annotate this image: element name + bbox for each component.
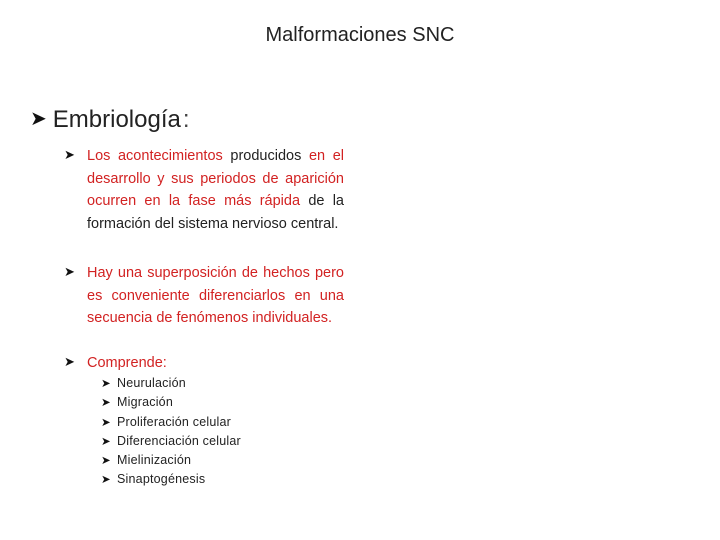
arrowhead-bullet-icon: ➤: [64, 265, 75, 280]
arrowhead-bullet-icon: ➤: [64, 355, 75, 370]
sub-list-item: [101, 374, 241, 393]
sub-list-item-label: Diferenciación celular: [117, 433, 241, 448]
sub-list-item-label: Neurulación: [117, 376, 186, 390]
bullet-item-2: [64, 262, 344, 330]
sub-list-item: [101, 470, 241, 489]
arrowhead-bullet-icon: ➤: [101, 395, 111, 410]
sub-list-item: [101, 413, 241, 432]
sub-list-item-label: Migración: [117, 395, 173, 410]
bullet-text-segment: de la formación del sistema nervioso central.: [87, 193, 345, 232]
heading-colon: :: [182, 106, 190, 133]
sub-list: [101, 374, 241, 490]
bullet-text-2: Hay una superposición de hechos pero es conveniente diferenciarlos en una secuencia de fenómenos individuales.: [87, 265, 344, 326]
slide-title: Malformaciones SNC: [265, 24, 455, 46]
arrowhead-bullet-icon: ➤: [64, 148, 75, 163]
heading-text: Embriología: [52, 106, 181, 133]
sub-list-item: [101, 393, 241, 412]
sub-list-item: [101, 432, 241, 451]
arrowhead-bullet-icon: ➤: [30, 106, 47, 130]
arrowhead-bullet-icon: ➤: [101, 414, 111, 429]
sub-list-item-label: Mielinización: [117, 453, 192, 468]
bullet-item-1: [64, 145, 344, 235]
sub-list-item-label: Proliferación celular: [117, 414, 231, 429]
bullet-text-segment: en el desarrollo y sus periodos de aparición ocurren en la fase más rápida: [87, 148, 345, 209]
bullet-text-3: Comprende:: [87, 355, 167, 371]
arrowhead-bullet-icon: ➤: [101, 433, 111, 448]
arrowhead-bullet-icon: ➤: [101, 472, 111, 487]
section-heading: [30, 106, 190, 134]
bullet-item-3: [64, 352, 344, 375]
sub-list-item-label: Sinaptogénesis: [117, 472, 206, 487]
bullet-text-1: [87, 145, 344, 235]
bullet-text-segment: producidos: [222, 148, 309, 164]
arrowhead-bullet-icon: ➤: [101, 453, 111, 468]
bullet-text-segment: Los acontecimientos: [87, 148, 223, 164]
sub-list-item: [101, 451, 241, 470]
arrowhead-bullet-icon: ➤: [101, 376, 111, 390]
